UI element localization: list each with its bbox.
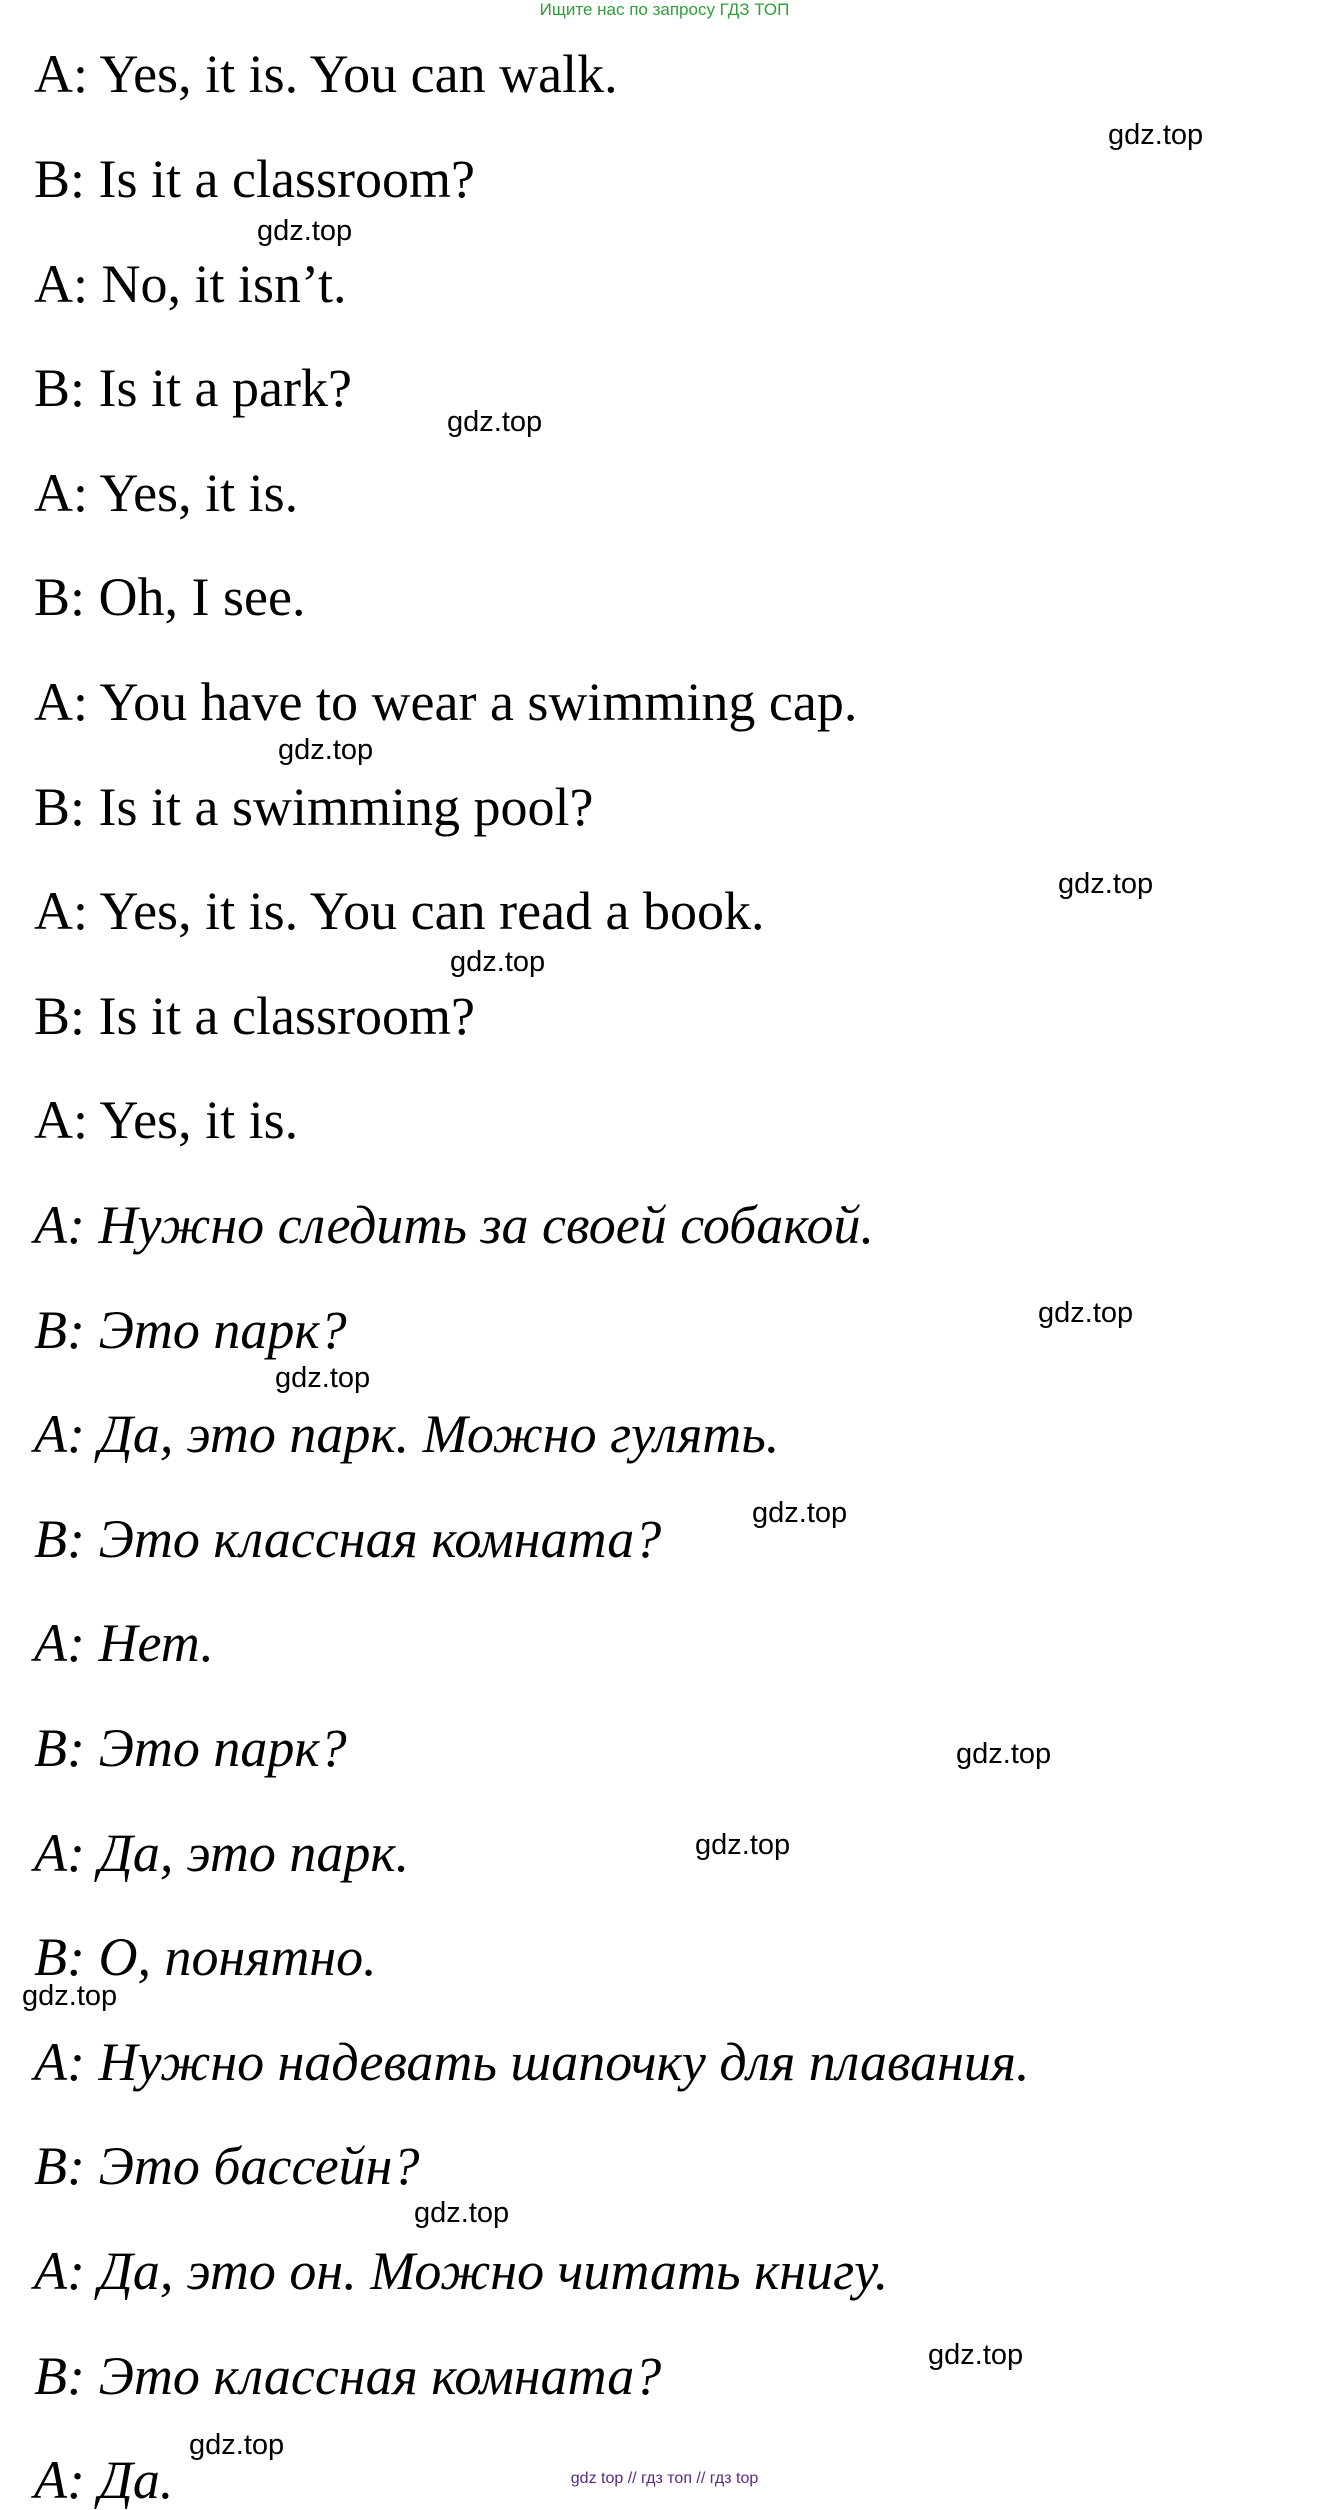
watermark: gdz.top (257, 215, 353, 247)
translation-line: A: Да. (34, 2450, 174, 2510)
translation-line: B: О, понятно. (34, 1927, 377, 1987)
translation-line: A: Да, это парк. Можно гулять. (34, 1404, 780, 1464)
dialogue-line: A: No, it isn’t. (34, 254, 347, 314)
watermark: gdz.top (752, 1497, 848, 1529)
translation-line: B: Это парк? (34, 1300, 347, 1360)
translation-line: A: Нет. (34, 1613, 214, 1673)
watermark: gdz.top (278, 734, 374, 766)
watermark: gdz.top (447, 406, 543, 438)
dialogue-line: A: Yes, it is. You can walk. (34, 44, 618, 104)
top-banner: Ищите нас по запросу ГДЗ ТОП (539, 0, 790, 19)
watermark: gdz.top (450, 946, 546, 978)
watermark: gdz.top (1038, 1297, 1134, 1329)
watermark: gdz.top (1108, 119, 1204, 151)
dialogue-line: A: Yes, it is. (34, 1090, 299, 1150)
dialogue-line: B: Is it a classroom? (34, 149, 475, 209)
dialogue-line: A: Yes, it is. You can read a book. (34, 881, 765, 941)
watermark: gdz.top (275, 1362, 371, 1394)
watermark: gdz.top (189, 2429, 285, 2461)
translation-line: B: Это парк? (34, 1718, 347, 1778)
translation-line: B: Это классная комната? (34, 2346, 662, 2406)
watermark: gdz.top (956, 1738, 1052, 1770)
dialogue-line: B: Oh, I see. (34, 567, 306, 627)
watermark: gdz.top (1058, 868, 1154, 900)
dialogue-line: A: Yes, it is. (34, 463, 299, 523)
translation-line: A: Да, это парк. (34, 1823, 410, 1883)
dialogue-line: B: Is it a classroom? (34, 986, 475, 1046)
translation-line: B: Это классная комната? (34, 1509, 662, 1569)
watermark: gdz.top (928, 2339, 1024, 2371)
watermark: gdz.top (695, 1829, 791, 1861)
watermark: gdz.top (22, 1980, 118, 2012)
dialogue-line: B: Is it a swimming pool? (34, 777, 594, 837)
translation-line: A: Нужно следить за своей собакой. (34, 1195, 874, 1255)
translation-line: A: Нужно надевать шапочку для плавания. (34, 2032, 1030, 2092)
translation-line: B: Это бассейн? (34, 2136, 420, 2196)
translation-line: A: Да, это он. Можно читать книгу. (34, 2241, 889, 2301)
footer: gdz top // гдз топ // гдз top (570, 2470, 759, 2487)
watermark: gdz.top (414, 2197, 510, 2229)
dialogue-line: B: Is it a park? (34, 358, 352, 418)
dialogue-line: A: You have to wear a swimming cap. (34, 672, 858, 732)
